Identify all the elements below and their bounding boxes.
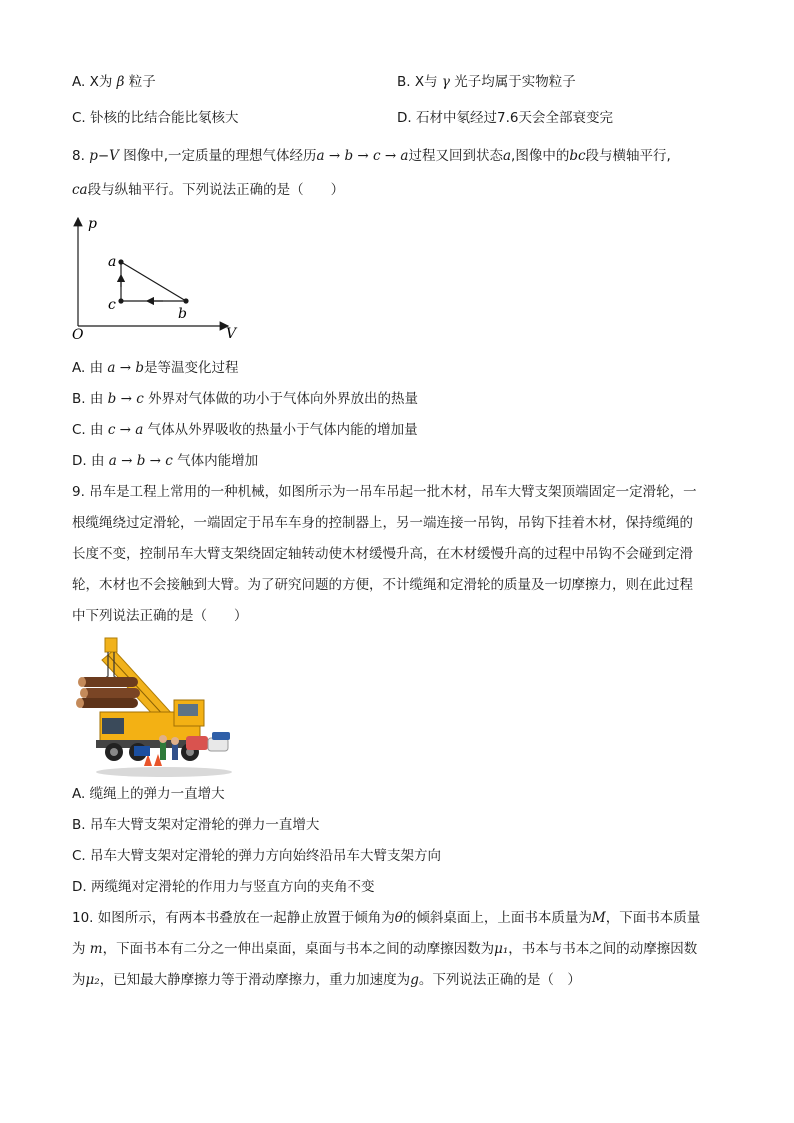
pv-diagram bbox=[68, 212, 248, 342]
q10-stem-line2: 为 m，下面书本有二分之一伸出桌面，桌面与书本之间的动摩擦因数为μ₁，书本与书本之间的动摩擦因数 bbox=[72, 941, 698, 957]
q9-option-a: A. 缆绳上的弹力一直增大 bbox=[72, 786, 225, 802]
point-b-label: b bbox=[178, 306, 187, 322]
q8-option-d: D. 由 a → b → c 气体内能增加 bbox=[72, 453, 259, 469]
q10-stem-line3: 为μ₂，已知最大静摩擦力等于滑动摩擦力，重力加速度为g。下列说法正确的是（ ） bbox=[72, 972, 581, 988]
v-axis-label: V bbox=[226, 326, 237, 342]
point-c bbox=[118, 298, 123, 303]
q9-stem-line3: 长度不变，控制吊车大臂支架绕固定轴转动使木材缓慢升高，在木材缓慢升高的过程中吊钩不会碰到定滑 bbox=[72, 546, 693, 562]
q9-option-b: B. 吊车大臂支架对定滑轮的弹力一直增大 bbox=[72, 817, 320, 833]
q7-option-d: D. 石材中氡经过7.6天会全部衰变完 bbox=[397, 110, 613, 126]
q8-stem-line1: 8. p−V 图像中,一定质量的理想气体经历a → b → c → a过程又回到状态a,图像中的bc段与横轴平行, bbox=[72, 148, 671, 164]
point-c-label: c bbox=[108, 297, 116, 313]
gamma-symbol: γ bbox=[441, 74, 450, 90]
q7-option-c: C. 钋核的比结合能比氡核大 bbox=[72, 110, 239, 126]
point-a-label: a bbox=[108, 254, 117, 270]
q8-stem-line2: ca段与纵轴平行。下列说法正确的是（ ） bbox=[72, 182, 345, 198]
q9-stem-line2: 根缆绳绕过定滑轮，一端固定于吊车车身的控制器上，另一端连接一吊钩，吊钩下挂着木材，保持缆绳的 bbox=[72, 515, 693, 531]
q9-stem-line5: 中下列说法正确的是（ ） bbox=[72, 608, 248, 624]
q8-option-a: A. 由 a → b是等温变化过程 bbox=[72, 360, 239, 376]
q9-stem-line1: 9. 吊车是工程上常用的一种机械，如图所示为一吊车吊起一批木材，吊车大臂支架顶端固定一定滑轮，一 bbox=[72, 484, 697, 500]
origin-label: O bbox=[72, 327, 84, 342]
crane-truck-image bbox=[74, 632, 234, 780]
q10-stem-line1: 10. 如图所示，有两本书叠放在一起静止放置于倾角为θ的倾斜桌面上，上面书本质量为M，下面书本质量 bbox=[72, 910, 701, 926]
segment-ab bbox=[121, 262, 186, 301]
q7-option-a: A. X为 β 粒子 bbox=[72, 74, 156, 90]
point-b bbox=[183, 298, 188, 303]
point-a bbox=[118, 259, 123, 264]
q9-option-c: C. 吊车大臂支架对定滑轮的弹力方向始终沿吊车大臂支架方向 bbox=[72, 848, 442, 864]
beta-symbol: β bbox=[116, 74, 125, 90]
q7-option-b: B. X与 γ 光子均属于实物粒子 bbox=[397, 74, 576, 90]
q8-option-c: C. 由 c → a 气体从外界吸收的热量小于气体内能的增加量 bbox=[72, 422, 418, 438]
q9-stem-line4: 轮，木材也不会接触到大臂。为了研究问题的方便，不计缆绳和定滑轮的质量及一切摩擦力，则在此过程 bbox=[72, 577, 693, 593]
p-axis-label: p bbox=[88, 216, 97, 232]
q8-option-b: B. 由 b → c 外界对气体做的功小于气体向外界放出的热量 bbox=[72, 391, 419, 407]
q9-option-d: D. 两缆绳对定滑轮的作用力与竖直方向的夹角不变 bbox=[72, 879, 375, 895]
